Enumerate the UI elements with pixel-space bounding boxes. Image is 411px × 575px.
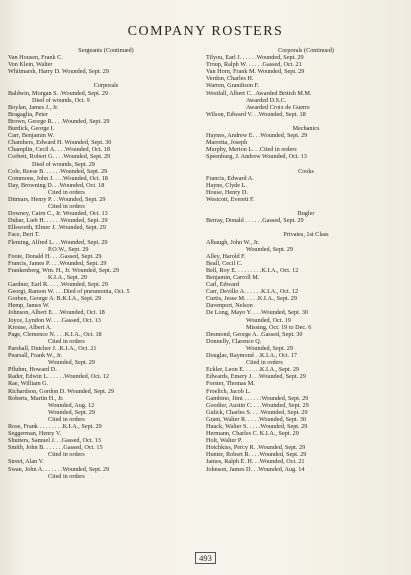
roster-entry: Cited in orders <box>48 472 85 480</box>
roster-entry: Tilyou, Earl J. . . . . .Wounded, Sept. 29 <box>206 54 304 62</box>
roster-entry: Johnson, James D. . .Wounded, Aug. 14 <box>206 465 305 473</box>
roster-entry <box>206 161 406 168</box>
page-title: COMPANY ROSTERS <box>127 24 284 39</box>
roster-entry: Bell, Roy E. . . . . . . . .K.I.A., Oct. 12 <box>206 266 299 274</box>
page-number: 493 <box>195 552 216 564</box>
section-heading: Sergeants (Continued) <box>78 47 134 54</box>
roster-entry: Frankenberg, Wm. H., Jr. Wounded, Sept. 29 <box>8 266 120 274</box>
section-heading: Cooks <box>298 167 314 175</box>
roster-entry: Eckler, Leon E. . . . . .K.I.A., Sept. 29 <box>206 366 300 374</box>
roster-entry: Rae, William G. <box>8 380 49 388</box>
roster-entry: Boylan, James J., Jr. <box>8 103 59 111</box>
roster-entry: Froelich, Jacob L. <box>206 387 251 395</box>
roster-entry: Cited in orders <box>48 451 85 459</box>
roster-entry: K.I.A., Sept. 29 <box>48 274 88 281</box>
roster-entry: Corbett, Robert G. . . .Wounded, Sept. 29 <box>8 153 111 161</box>
roster-entry: Parshall, Dutcher J. .K.I.A., Oct. 21 <box>8 344 97 352</box>
roster-entry: Wounded, Sept. 29 <box>48 359 95 367</box>
section-heading: Mechanics <box>292 125 320 133</box>
roster-entry: Douglas, Raymond . .K.I.A., Oct. 17 <box>206 352 297 360</box>
roster-entry: Ellsworth, Elmer J. .Wounded, Sept. 29 <box>8 224 106 232</box>
roster-entry: Hauck, Walter S. . . . .Wounded, Sept. 29 <box>206 422 308 430</box>
roster-entry: Rose, Frank . . . . . . . .K.I.A., Sept. 29 <box>8 422 102 430</box>
roster-entry: Van Housen, Frank C. <box>8 54 63 62</box>
roster-entry: Swan, John A. . . . . . .Wounded, Sept. 29 <box>8 465 110 473</box>
roster-entry: Hotchkiss, Percy R. .Wounded, Sept. 29 <box>206 444 306 452</box>
roster-entry: Pfluhm, Howard D. <box>8 366 57 374</box>
roster-entry: Desmond, George A. .Gassed, Sept. 30 <box>206 330 303 338</box>
roster-entry: Wounded, Sept. 29 <box>246 344 293 352</box>
roster-entry: Wounded, Aug. 12 <box>48 401 95 409</box>
roster-entry: Goodier, Austin C. . . .Wounded, Sept. 29 <box>206 401 309 409</box>
roster-entry: Davenport, Nelson <box>206 302 253 310</box>
roster-entry: Dubar, Lieb H. . . . . .Wounded, Sept. 29 <box>8 217 108 225</box>
roster-entry: House, Henry D. <box>206 188 248 196</box>
roster-entry: Troup, Ralph W. . . . . .Gassed, Oct. 21 <box>206 61 302 69</box>
roster-entry: Hunter, Robert B. . . .Wounded, Sept. 29 <box>206 451 307 459</box>
roster-entry: Haynes, Andrew E. . .Wounded, Sept. 29 <box>206 132 308 140</box>
roster-entry: Burdick, George I. <box>8 125 55 133</box>
roster-entry <box>206 203 406 210</box>
roster-entry: Beall, Cecil C. <box>206 259 243 267</box>
roster-entry: Street, Alan V. <box>8 458 44 466</box>
roster-entry: Richardson, Gordon D. Wounded, Sept. 29 <box>8 387 115 395</box>
roster-entry: Westfall, Albert C. .Awarded British M.M. <box>206 89 312 97</box>
roster-entry: Face, Bert T. <box>8 231 40 239</box>
roster-entry: Cited in orders <box>48 188 85 196</box>
roster-entry: Gardner, Earl R. . . . .Wounded, Sept. 29 <box>8 281 108 289</box>
roster-entry: Van Horn, Frank M. Wounded, Sept. 29 <box>206 68 305 76</box>
roster-entry: Forster, Thomas M. <box>206 380 255 388</box>
roster-entry: Joyce, Lyndon W. . . .Gassed, Oct. 13 <box>8 316 101 324</box>
section-heading: Privates, 1st Class <box>283 231 329 239</box>
roster-entry: Hemp, James W. <box>8 302 50 310</box>
roster-entry: Grant, Walter R. . . . .Wounded, Sept. 30 <box>206 415 306 423</box>
roster-entry: Westcott, Everett F. <box>206 195 255 203</box>
roster-entry: Curtis, Jesse M. . . . .K.I.A., Sept. 29 <box>206 295 297 303</box>
roster-entry: Speenburg, J. Andrew Wounded, Oct. 13 <box>206 153 307 161</box>
roster-entry: Smith, John B. . . . . . .Gassed, Oct. 15 <box>8 444 103 452</box>
roster-column-left <box>8 47 204 480</box>
roster-entry: Carr, Devillo A. . . . . .K.I.A., Oct. 12 <box>206 288 299 296</box>
roster-entry <box>8 75 204 82</box>
roster-entry: Fleming, Alfred L. . .Wounded, Sept. 29 <box>8 238 108 246</box>
roster-entry: Died of wounds, Sept. 29 <box>32 160 95 168</box>
roster-entry: Georgi, Ramon W. . . .Died of pneumonia, Oct. 5 <box>8 288 130 296</box>
roster-entry: Day, Browning D. . .Wounded, Oct. 18 <box>8 181 105 189</box>
roster-entry: Downey, Cairn C., Jr. Wounded, Oct. 13 <box>8 210 108 218</box>
roster-entry: Awarded Croix de Guerre <box>246 103 310 111</box>
roster-entry: Murphy, Merton L. . .Cited in orders <box>206 146 297 154</box>
section-heading: Bugler <box>297 210 315 218</box>
roster-entry: Gulick, Charles S. . . .Wounded, Sept. 29 <box>206 408 308 416</box>
roster-entry: Donnelly, Clarence Q. <box>206 337 262 345</box>
roster-entry: Cited in orders <box>48 337 85 345</box>
roster-entry: P.O.W., Sept. 29 <box>48 245 89 253</box>
roster-entry: Cole, Reese B. . . . . .Wounded, Sept. 29 <box>8 167 108 175</box>
roster-entry: Cited in orders <box>48 203 85 211</box>
roster-entry: Wounded, Sept. 29 <box>48 408 95 416</box>
roster-entry: Von Klein, Walter <box>8 61 53 69</box>
roster-entry: Carr, Benjamin W. <box>8 132 55 140</box>
roster-entry: Ditmars, Henry P. . .Wounded, Sept. 29 <box>8 195 106 203</box>
roster-entry: Albaugh, John W., Jr. <box>206 238 260 246</box>
roster-entry <box>206 224 406 231</box>
roster-entry: Johnson, Albert E. . .Wounded, Oct. 18 <box>8 309 105 317</box>
roster-entry: Chambers, Edward H. Wounded, Sept. 30 <box>8 139 112 147</box>
roster-entry: Hayne, Clyde L. <box>206 181 247 189</box>
roster-entry: Whitmarsh, Harry D. Wounded, Sept. 29 <box>8 68 109 76</box>
roster-entry: Missing, Oct. 19 to Dec. 6 <box>246 323 312 331</box>
roster-column-right <box>206 47 406 473</box>
roster-entry: Gorhen, George A. B.K.I.A., Sept. 29 <box>8 295 102 303</box>
roster-entry: Died of wounds, Oct. 9 <box>32 96 90 104</box>
roster-entry: Francis, Edward A. <box>206 174 254 182</box>
roster-entry: Krouse, Albert A. <box>8 323 52 331</box>
roster-entry: De Long, Mayo Y. . . .Wounded, Sept. 30 <box>206 309 309 317</box>
roster-entry: Wounded, Sept. 29 <box>246 245 293 253</box>
roster-entry: Awarded D.S.C. <box>246 96 287 104</box>
roster-entry: Pearsall, Frank W., Jr. <box>8 352 63 360</box>
section-heading: Corporals <box>93 82 119 90</box>
roster-entry: Gambino, Jimi . . . . . .Wounded, Sept. 29 <box>206 394 309 402</box>
roster-entry: Roberts, Martin H., Jr. <box>8 394 64 402</box>
roster-entry: Rader, Edwin L. . . . . .Wounded, Oct. 12 <box>8 373 109 381</box>
roster-entry: Verdon, Charles H. <box>206 75 254 83</box>
roster-entry: Cited in orders <box>48 415 85 423</box>
roster-entry: Wounded, Oct. 19 <box>246 316 291 324</box>
roster-entry: Francis, James P. . . .Wounded, Sept. 29 <box>8 259 107 267</box>
roster-entry: Marretta, Joseph <box>206 139 248 147</box>
roster-entry: Cited in orders <box>246 359 283 367</box>
roster-entry: Shutters, Samuel J. . .Gassed, Oct. 13 <box>8 437 101 445</box>
roster-entry: Berray, Donald . . . . . .Gassed, Sept. 29 <box>206 217 304 225</box>
roster-entry: James, Ralph E. H. . .Wounded, Oct. 21 <box>206 458 305 466</box>
roster-entry: Carl, Edward <box>206 281 239 289</box>
roster-entry: Hermann, Charles C. K.I.A., Sept. 29 <box>206 430 299 438</box>
roster-entry: Edwards, Emery J. . .Wounded, Sept. 29 <box>206 373 306 381</box>
section-heading: Corporals (Continued) <box>278 47 334 54</box>
roster-entry: Bragaglia, Peter <box>8 110 48 118</box>
roster-entry: Seggerman, Henry V. <box>8 430 62 438</box>
roster-entry <box>206 118 406 125</box>
roster-entry: Baldwin, Morgan S. .Wounded, Sept. 29 <box>8 89 109 97</box>
roster-entry: Benjamin, Carroll M. <box>206 274 260 281</box>
page-footer <box>0 553 411 563</box>
roster-entry: Champlin, Cecil A. . . .Wounded, Oct. 18 <box>8 146 110 154</box>
roster-entry: Holt, Walter P. <box>206 437 243 445</box>
roster-entry: Commons, John J. . . .Wounded, Oct. 18 <box>8 174 108 182</box>
roster-entry: Brown, George R. . . .Wounded, Sept. 29 <box>8 117 110 125</box>
roster-entry: Alley, Harold F. <box>206 252 246 260</box>
roster-entry: Foote, Donald H. . . .Gassed, Sept. 29 <box>8 252 102 260</box>
roster-entry: Warren, Grandison F. <box>206 82 259 90</box>
roster-entry: Wilson, Edward V. . .Wounded, Sept. 18 <box>206 110 306 118</box>
roster-entry: Page, Clemence N. . . .K.I.A., Oct. 18 <box>8 330 102 338</box>
